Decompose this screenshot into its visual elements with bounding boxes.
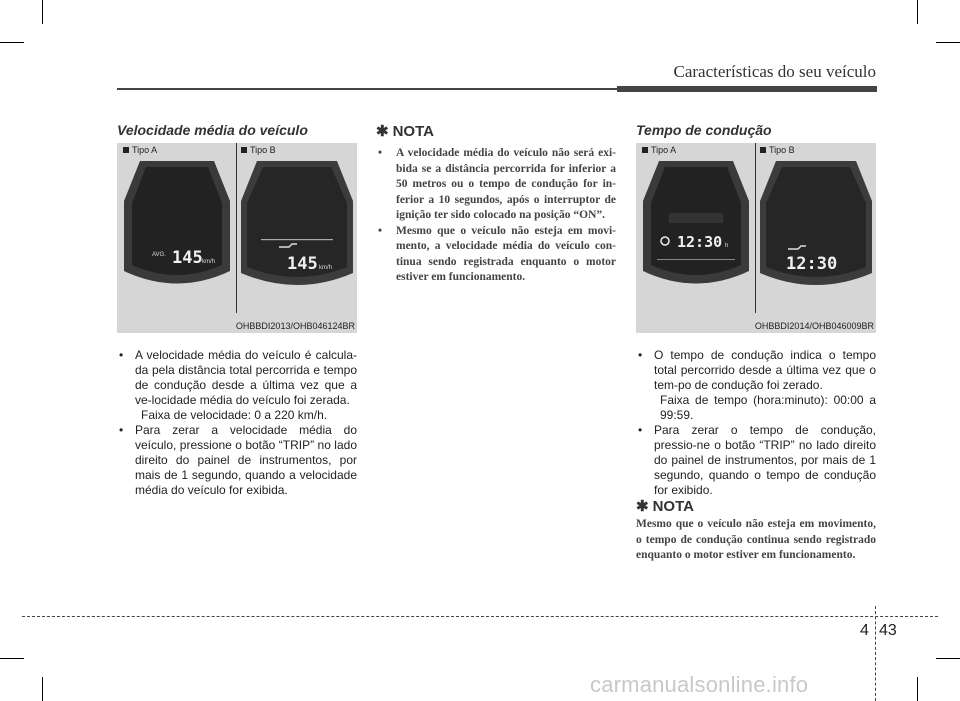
note-title: ✱ NOTA — [636, 498, 694, 515]
avg-speed-unit: km/h — [202, 259, 216, 265]
driving-time-value: 12:30 — [677, 233, 723, 251]
star-icon: ✱ — [376, 123, 389, 140]
note-paragraph: Mesmo que o veículo não esteja em movimento, o tempo de condução continua sendo registrado enquanto o motor estiver em funcionamento. — [636, 518, 876, 561]
avg-speed-value-b: 145 — [287, 254, 318, 274]
page-separator — [875, 606, 876, 701]
crop-mark — [42, 677, 43, 701]
square-icon — [241, 147, 247, 153]
crop-mark — [917, 677, 918, 701]
figure-driving-time — [636, 143, 876, 333]
driving-time-value-b: 12:30 — [786, 254, 838, 274]
driving-time-bullets — [636, 348, 876, 498]
figure-label-type-b: Tipo B — [241, 145, 276, 155]
square-icon — [123, 147, 129, 153]
crop-mark — [917, 0, 918, 24]
avg-speed-value: 145 — [172, 248, 203, 268]
cluster-display-type-b — [239, 161, 355, 291]
figure-label-type-a: Tipo A — [642, 145, 676, 155]
section-title-driving-time: Tempo de condução — [636, 122, 772, 138]
section-title-average-speed: Velocidade média do veículo — [117, 122, 308, 138]
header-bar — [617, 86, 877, 92]
cluster-display-type-b — [758, 161, 874, 291]
cluster-display-type-a — [120, 161, 234, 291]
chapter-number: 4 — [860, 622, 869, 639]
crop-mark — [0, 658, 24, 659]
figure-label-type-b: Tipo B — [760, 145, 795, 155]
figure-label-type-a: Tipo A — [123, 145, 157, 155]
square-icon — [760, 147, 766, 153]
speed-range: Faixa de velocidade: 0 a 220 km/h. — [141, 408, 328, 422]
footer-rule — [22, 616, 938, 617]
time-range: Faixa de tempo (hora:minuto): 00:00 a 99:59. — [660, 393, 876, 422]
note-bullets — [376, 146, 616, 286]
list-item: • Para zerar o tempo de condução, pressio-ne o botão “TRIP” no lado direito do painel de instrumentos, por mais de 1 segundo, quando o tempo de condução for exibido. — [636, 423, 876, 498]
crop-mark — [42, 0, 43, 24]
crop-mark — [936, 42, 960, 43]
star-icon: ✱ — [636, 498, 649, 515]
figure-average-speed — [117, 143, 357, 333]
list-item: • O tempo de condução indica o tempo total percorrido desde a última vez que o tem-po de condução foi zerado. Faixa de tempo (hora:minuto): 00:00 a 99:59. — [636, 348, 876, 423]
square-icon — [642, 147, 648, 153]
chapter-title: Características do seu veículo — [673, 62, 876, 81]
note-title: ✱ NOTA — [376, 123, 434, 140]
figure-divider — [236, 143, 237, 313]
figure-code: OHBBDI2014/OHB046009BR — [754, 321, 874, 331]
average-speed-bullets — [117, 348, 357, 498]
crop-mark — [0, 42, 24, 43]
driving-time-unit: h — [725, 243, 729, 249]
crop-mark — [936, 658, 960, 659]
figure-divider — [755, 143, 756, 313]
page-number: 43 — [879, 622, 897, 639]
list-item: • A velocidade média do veículo não será exi-bida se a distância percorrida for inferior a 50 metros ou o tempo de condução for in-ferior a 10 segundos, após o interruptor de ignição ter sido colocado na posição “ON”. — [376, 146, 616, 224]
cluster-display-type-a — [639, 161, 753, 291]
watermark: carmanualsonline.info — [590, 672, 809, 697]
list-item: • Para zerar a velocidade média do veículo, pressione o botão “TRIP” no lado direito do painel de instrumentos, por mais de 1 segundo, quando a velocidade média do veículo for exibida. — [117, 423, 357, 498]
avg-speed-unit-b: km/h — [319, 265, 333, 271]
list-item: • Mesmo que o veículo não esteja em movi-mento, a velocidade média do veículo con-tinua sendo registrada enquanto o motor estiver em funcionamento. — [376, 224, 616, 286]
figure-code: OHBBDI2013/OHB046124BR — [235, 321, 355, 331]
avg-prefix: AVG. — [152, 252, 166, 258]
list-item: • A velocidade média do veículo é calcula-da pela distância total percorrida e tempo de condução desde a última vez que a ve-locidade média do veículo foi zerada. Faixa de velocidade: 0 a 220 km/h. — [117, 348, 357, 423]
